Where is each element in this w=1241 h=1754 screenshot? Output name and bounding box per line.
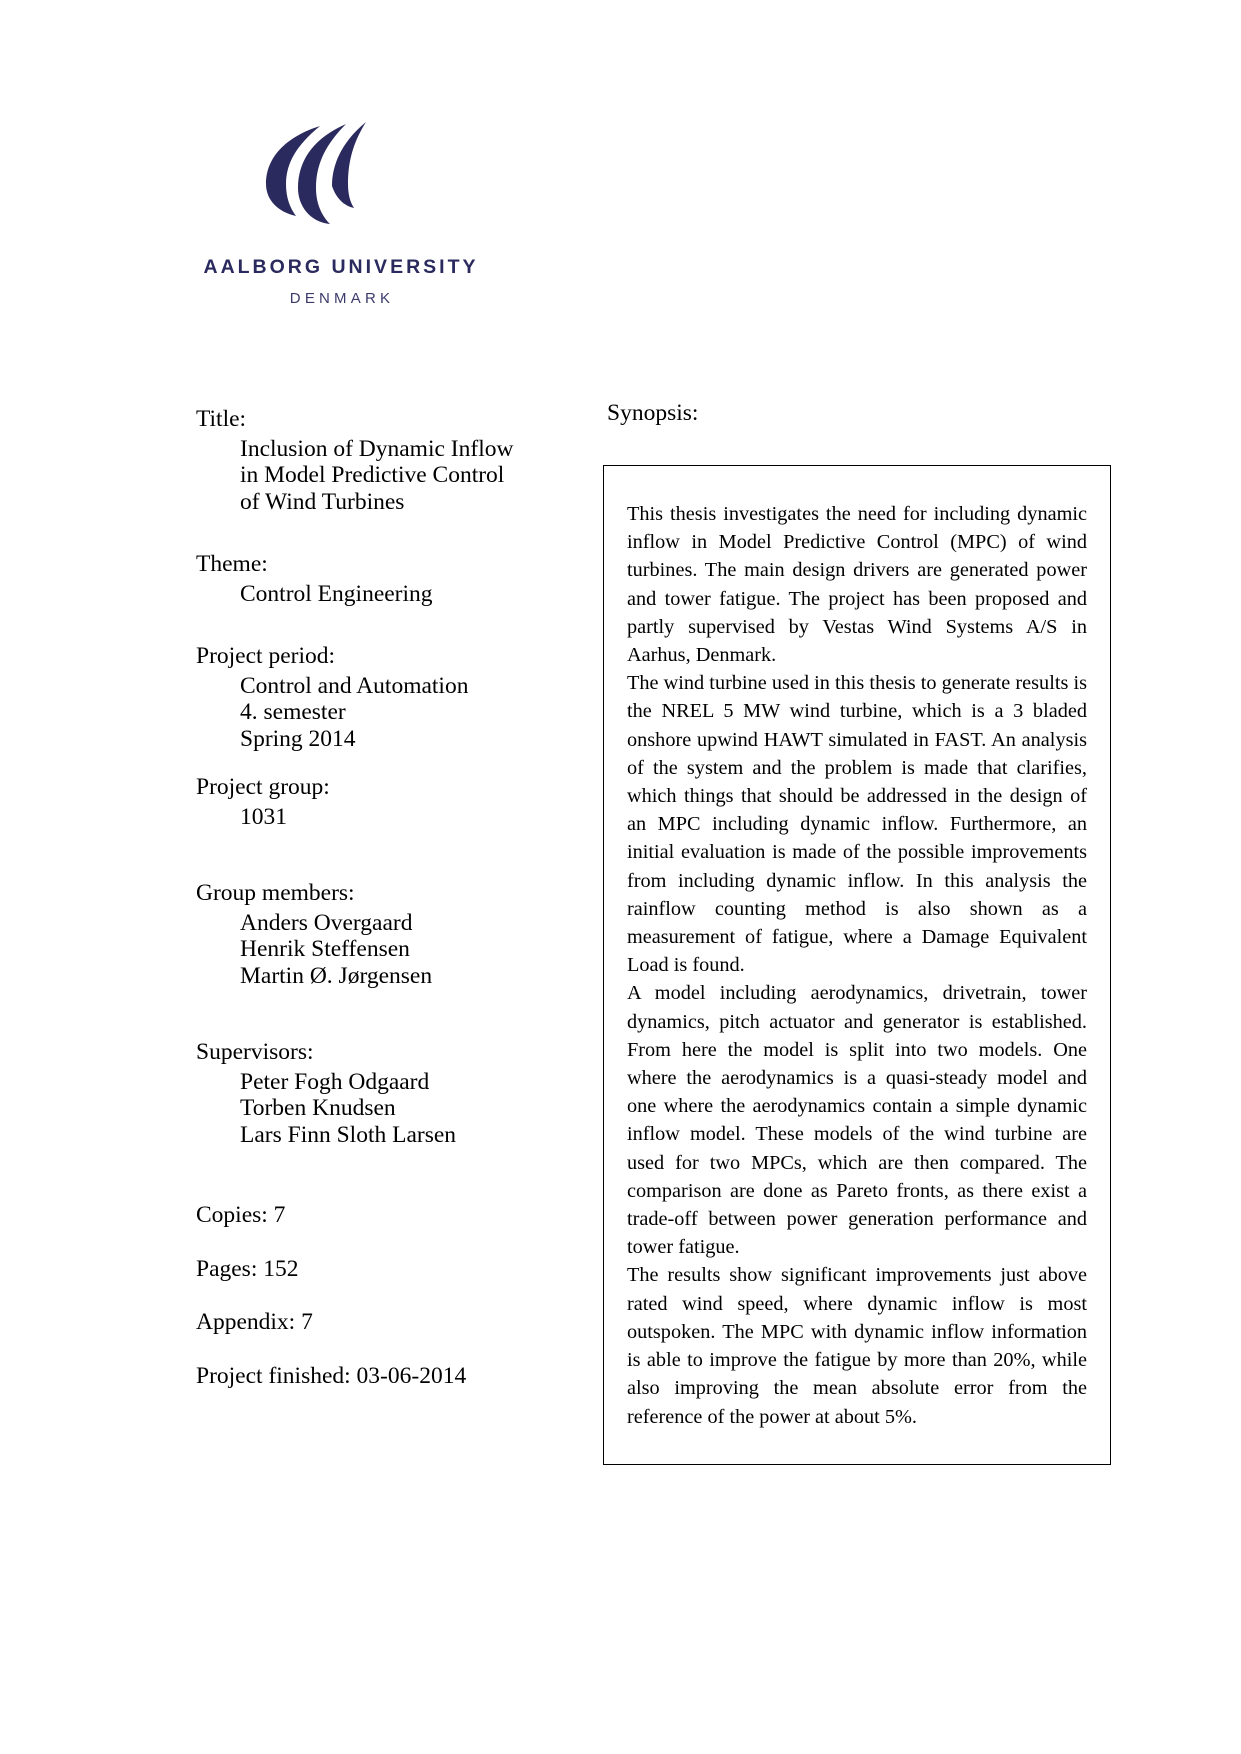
logo-country: DENMARK — [289, 290, 395, 307]
synopsis-box — [603, 465, 1111, 1465]
info-group-supervisors — [196, 1041, 536, 1147]
group-member: Martin Ø. Jørgensen — [240, 962, 433, 989]
appendix-line: Appendix: 7 — [196, 1309, 313, 1335]
supervisors-label: Supervisors: — [196, 1039, 314, 1065]
theme-value: Control Engineering — [240, 580, 433, 607]
project-group-label: Project group: — [196, 774, 330, 800]
info-group-title — [196, 408, 536, 514]
spacer — [196, 1172, 536, 1200]
title-line: Inclusion of Dynamic Inflow — [240, 435, 514, 462]
synopsis-heading: Synopsis: — [607, 400, 699, 426]
project-finished-line: Project finished: 03-06-2014 — [196, 1362, 467, 1389]
info-group-group-members — [196, 882, 536, 988]
group-members-label: Group members: — [196, 880, 355, 906]
info-group-project-group — [196, 776, 536, 829]
group-member: Anders Overgaard — [240, 909, 413, 936]
university-logo — [196, 122, 486, 307]
title-label: Title: — [196, 406, 247, 432]
title-line: in Model Predictive Control — [240, 462, 505, 488]
info-group-project-period — [196, 645, 536, 751]
copies-line: Copies: 7 — [196, 1202, 286, 1228]
supervisor: Lars Finn Sloth Larsen — [240, 1121, 457, 1148]
project-period-label: Project period: — [196, 643, 336, 669]
synopsis-paragraph: The results show significant improvements just above rated wind speed, where dynamic inflow is most outspoken. The MPC with dynamic inflow information is able to improve the fatigue by more than 20%, while also improving the mean absolute error from the reference of the power at about 5%. — [627, 1264, 1087, 1428]
title-line: of Wind Turbines — [240, 488, 405, 515]
pages-line: Pages: 152 — [196, 1255, 299, 1282]
group-member: Henrik Steffensen — [240, 936, 410, 962]
synopsis-paragraph: This thesis investigates the need for including dynamic inflow in Model Predictive Control (MPC) of wind turbines. The main design drivers are generated power and tower fatigue. The project has been proposed and partly supervised by Vestas Wind Systems A/S in Aarhus, Denmark. — [627, 503, 1087, 667]
aalborg-swoosh-icon — [254, 122, 374, 230]
supervisor: Torben Knudsen — [240, 1095, 396, 1121]
supervisor: Peter Fogh Odgaard — [240, 1068, 430, 1095]
info-group-theme — [196, 553, 536, 606]
theme-label: Theme: — [196, 551, 268, 577]
project-period-line: Control and Automation — [240, 672, 469, 699]
synopsis-column — [603, 400, 1111, 1465]
project-info-column — [196, 408, 536, 1418]
synopsis-paragraph: The wind turbine used in this thesis to generate results is the NREL 5 MW wind turbine, which is a 3 bladed onshore upwind HAWT simulated in FAST. An analysis of the system and the problem is made that clarifies, which things that should be addressed in the design of an MPC including dynamic inflow. Furthermore, an initial evaluation is made of the possible improvements from including dynamic inflow. In this analysis the rainflow counting method is also shown as a measurement of fatigue, where a Damage Equivalent Load is found. — [627, 672, 1087, 977]
logo-university-name: AALBORG UNIVERSITY — [203, 256, 479, 278]
project-period-line: Spring 2014 — [240, 725, 356, 752]
spacer — [196, 1013, 536, 1041]
project-period-line: 4. semester — [240, 699, 346, 725]
synopsis-paragraph: A model including aerodynamics, drivetrain, tower dynamics, pitch actuator and generator is established. From here the model is split into two models. One where the aerodynamics is a quasi-steady model and one where the aerodynamics contain a simple dynamic inflow model. These models of the wind turbine are used for two MPCs, which are then compared. The comparison are done as Pareto fronts, as there exist a trade-off between power generation performance and tower fatigue. — [627, 982, 1087, 1259]
project-group-value: 1031 — [240, 803, 287, 830]
spacer — [196, 854, 536, 882]
